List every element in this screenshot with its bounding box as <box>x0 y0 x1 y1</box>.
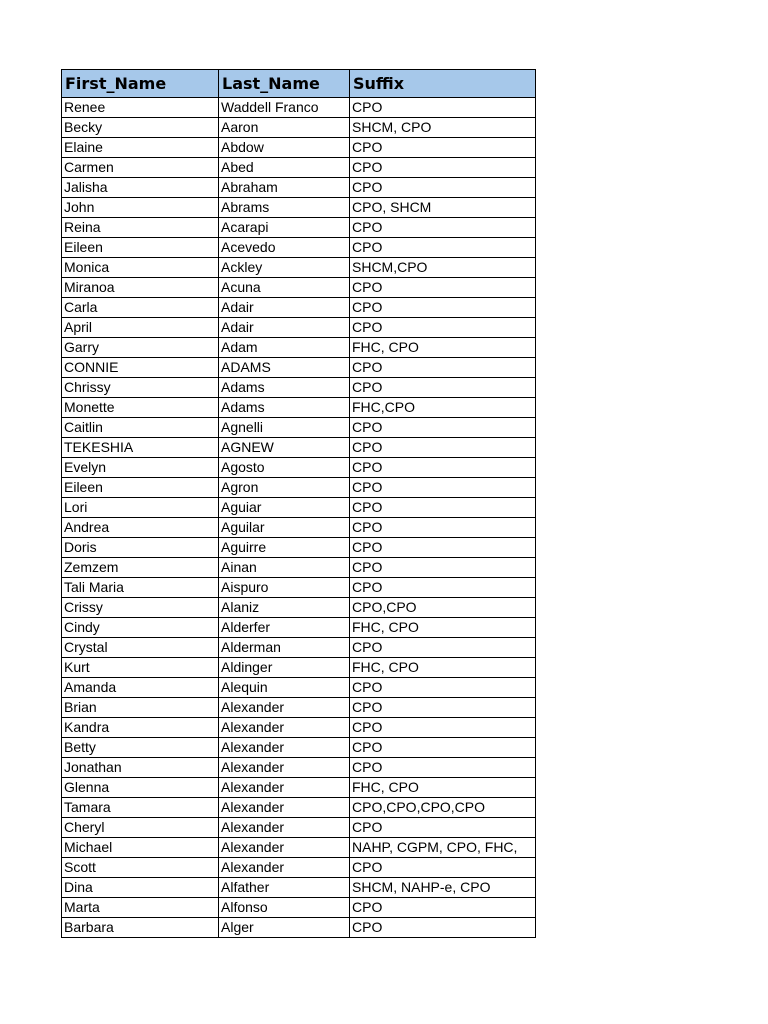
suffix-cell: NAHP, CGPM, CPO, FHC, <box>350 838 536 858</box>
suffix-cell: FHC, CPO <box>350 338 536 358</box>
suffix-cell: CPO,CPO <box>350 598 536 618</box>
last-name-cell: Adams <box>219 378 350 398</box>
table-row <box>62 238 536 258</box>
last-name-cell: Alexander <box>219 798 350 818</box>
suffix-cell: CPO <box>350 138 536 158</box>
last-name-cell: Alexander <box>219 858 350 878</box>
last-name-cell: Abrams <box>219 198 350 218</box>
first-name-cell: Amanda <box>62 678 219 698</box>
suffix-cell: CPO <box>350 298 536 318</box>
last-name-cell: Aaron <box>219 118 350 138</box>
table-row <box>62 298 536 318</box>
last-name-cell: Alexander <box>219 818 350 838</box>
table-row <box>62 98 536 118</box>
first-name-cell: Michael <box>62 838 219 858</box>
table-row <box>62 498 536 518</box>
table-row <box>62 578 536 598</box>
suffix-cell: CPO <box>350 458 536 478</box>
suffix-cell: CPO <box>350 758 536 778</box>
column-header-last-name: Last_Name <box>219 70 350 98</box>
first-name-cell: Becky <box>62 118 219 138</box>
suffix-cell: CPO <box>350 538 536 558</box>
last-name-cell: Waddell Franco <box>219 98 350 118</box>
last-name-cell: Adair <box>219 298 350 318</box>
last-name-cell: Alexander <box>219 778 350 798</box>
table-row <box>62 558 536 578</box>
first-name-cell: Elaine <box>62 138 219 158</box>
first-name-cell: Kandra <box>62 718 219 738</box>
table-row <box>62 478 536 498</box>
table-row <box>62 378 536 398</box>
last-name-cell: Acevedo <box>219 238 350 258</box>
suffix-cell: CPO <box>350 738 536 758</box>
first-name-cell: Caitlin <box>62 418 219 438</box>
suffix-cell: SHCM, NAHP-e, CPO <box>350 878 536 898</box>
suffix-cell: CPO <box>350 478 536 498</box>
first-name-cell: April <box>62 318 219 338</box>
suffix-cell: FHC, CPO <box>350 618 536 638</box>
first-name-cell: Monette <box>62 398 219 418</box>
suffix-cell: SHCM, CPO <box>350 118 536 138</box>
first-name-cell: Kurt <box>62 658 219 678</box>
first-name-cell: Renee <box>62 98 219 118</box>
last-name-cell: Aispuro <box>219 578 350 598</box>
suffix-cell: CPO <box>350 678 536 698</box>
last-name-cell: Alexander <box>219 738 350 758</box>
last-name-cell: Aguiar <box>219 498 350 518</box>
suffix-cell: FHC,CPO <box>350 398 536 418</box>
table-row <box>62 698 536 718</box>
table-row <box>62 318 536 338</box>
last-name-cell: Adam <box>219 338 350 358</box>
last-name-cell: Alequin <box>219 678 350 698</box>
table-header <box>62 70 536 98</box>
last-name-cell: Aguilar <box>219 518 350 538</box>
table-row <box>62 818 536 838</box>
first-name-cell: John <box>62 198 219 218</box>
last-name-cell: Abed <box>219 158 350 178</box>
last-name-cell: ADAMS <box>219 358 350 378</box>
first-name-cell: Crissy <box>62 598 219 618</box>
name-table <box>61 69 536 938</box>
suffix-cell: CPO <box>350 558 536 578</box>
table-row <box>62 258 536 278</box>
suffix-cell: CPO <box>350 218 536 238</box>
first-name-cell: Tali Maria <box>62 578 219 598</box>
table-row <box>62 218 536 238</box>
suffix-cell: CPO <box>350 858 536 878</box>
last-name-cell: Ackley <box>219 258 350 278</box>
table-row <box>62 178 536 198</box>
last-name-cell: Abdow <box>219 138 350 158</box>
table-row <box>62 458 536 478</box>
table-row <box>62 438 536 458</box>
last-name-cell: Alderfer <box>219 618 350 638</box>
first-name-cell: Carla <box>62 298 219 318</box>
first-name-cell: Cheryl <box>62 818 219 838</box>
table-row <box>62 838 536 858</box>
table-row <box>62 738 536 758</box>
last-name-cell: Alfonso <box>219 898 350 918</box>
table-row <box>62 398 536 418</box>
last-name-cell: Alexander <box>219 758 350 778</box>
first-name-cell: CONNIE <box>62 358 219 378</box>
table-row <box>62 618 536 638</box>
suffix-cell: CPO <box>350 238 536 258</box>
first-name-cell: Jonathan <box>62 758 219 778</box>
first-name-cell: Eileen <box>62 238 219 258</box>
first-name-cell: Crystal <box>62 638 219 658</box>
suffix-cell: CPO <box>350 718 536 738</box>
first-name-cell: Cindy <box>62 618 219 638</box>
suffix-cell: FHC, CPO <box>350 658 536 678</box>
suffix-cell: CPO <box>350 378 536 398</box>
last-name-cell: Alderman <box>219 638 350 658</box>
first-name-cell: Marta <box>62 898 219 918</box>
last-name-cell: Acarapi <box>219 218 350 238</box>
suffix-cell: FHC, CPO <box>350 778 536 798</box>
last-name-cell: Aldinger <box>219 658 350 678</box>
header-row <box>62 70 536 98</box>
table-row <box>62 778 536 798</box>
suffix-cell: CPO <box>350 358 536 378</box>
table-row <box>62 278 536 298</box>
suffix-cell: CPO <box>350 498 536 518</box>
column-header-suffix: Suffix <box>350 70 536 98</box>
column-header-first-name: First_Name <box>62 70 219 98</box>
first-name-cell: Doris <box>62 538 219 558</box>
first-name-cell: Brian <box>62 698 219 718</box>
table-row <box>62 638 536 658</box>
first-name-cell: Scott <box>62 858 219 878</box>
last-name-cell: Alexander <box>219 698 350 718</box>
last-name-cell: Alexander <box>219 718 350 738</box>
table-row <box>62 658 536 678</box>
table-row <box>62 418 536 438</box>
first-name-cell: Reina <box>62 218 219 238</box>
first-name-cell: Glenna <box>62 778 219 798</box>
table-row <box>62 518 536 538</box>
first-name-cell: Jalisha <box>62 178 219 198</box>
table-row <box>62 338 536 358</box>
first-name-cell: Miranoa <box>62 278 219 298</box>
first-name-cell: Chrissy <box>62 378 219 398</box>
first-name-cell: Zemzem <box>62 558 219 578</box>
table-row <box>62 538 536 558</box>
table-row <box>62 598 536 618</box>
suffix-cell: CPO <box>350 178 536 198</box>
first-name-cell: Dina <box>62 878 219 898</box>
last-name-cell: Agron <box>219 478 350 498</box>
table-row <box>62 918 536 938</box>
last-name-cell: Alger <box>219 918 350 938</box>
suffix-cell: CPO <box>350 278 536 298</box>
last-name-cell: Alexander <box>219 838 350 858</box>
table-row <box>62 118 536 138</box>
suffix-cell: CPO <box>350 418 536 438</box>
suffix-cell: CPO <box>350 158 536 178</box>
first-name-cell: Monica <box>62 258 219 278</box>
first-name-cell: Evelyn <box>62 458 219 478</box>
table-row <box>62 158 536 178</box>
last-name-cell: Acuna <box>219 278 350 298</box>
first-name-cell: Betty <box>62 738 219 758</box>
suffix-cell: CPO,CPO,CPO,CPO <box>350 798 536 818</box>
suffix-cell: CPO <box>350 898 536 918</box>
first-name-cell: Barbara <box>62 918 219 938</box>
suffix-cell: CPO <box>350 638 536 658</box>
first-name-cell: Eileen <box>62 478 219 498</box>
table-row <box>62 198 536 218</box>
suffix-cell: CPO <box>350 918 536 938</box>
last-name-cell: Alfather <box>219 878 350 898</box>
first-name-cell: Lori <box>62 498 219 518</box>
suffix-cell: CPO <box>350 698 536 718</box>
last-name-cell: Adair <box>219 318 350 338</box>
table-row <box>62 138 536 158</box>
last-name-cell: Adams <box>219 398 350 418</box>
first-name-cell: Andrea <box>62 518 219 538</box>
suffix-cell: CPO <box>350 98 536 118</box>
suffix-cell: CPO <box>350 518 536 538</box>
first-name-cell: Carmen <box>62 158 219 178</box>
last-name-cell: AGNEW <box>219 438 350 458</box>
last-name-cell: Aguirre <box>219 538 350 558</box>
table-row <box>62 758 536 778</box>
last-name-cell: Agnelli <box>219 418 350 438</box>
first-name-cell: Tamara <box>62 798 219 818</box>
suffix-cell: CPO, SHCM <box>350 198 536 218</box>
table-row <box>62 678 536 698</box>
last-name-cell: Alaniz <box>219 598 350 618</box>
table-row <box>62 898 536 918</box>
table-row <box>62 358 536 378</box>
suffix-cell: CPO <box>350 818 536 838</box>
suffix-cell: CPO <box>350 438 536 458</box>
suffix-cell: SHCM,CPO <box>350 258 536 278</box>
suffix-cell: CPO <box>350 578 536 598</box>
suffix-cell: CPO <box>350 318 536 338</box>
table-row <box>62 878 536 898</box>
first-name-cell: Garry <box>62 338 219 358</box>
first-name-cell: TEKESHIA <box>62 438 219 458</box>
table-row <box>62 798 536 818</box>
last-name-cell: Agosto <box>219 458 350 478</box>
table-row <box>62 858 536 878</box>
last-name-cell: Abraham <box>219 178 350 198</box>
table-body <box>62 98 536 938</box>
last-name-cell: Ainan <box>219 558 350 578</box>
table-row <box>62 718 536 738</box>
